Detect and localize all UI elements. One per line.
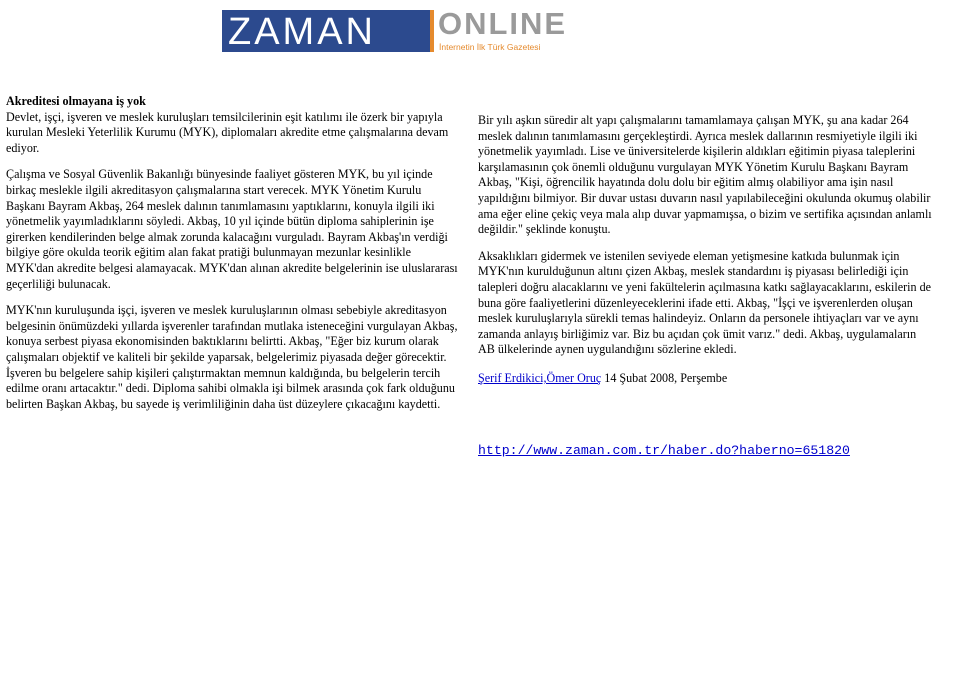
article-paragraph: Bir yılı aşkın süredir alt yapı çalışmalarını tamamlamaya çalışan MYK, şu ana kadar 264 meslek dalının tanımlamasını gerçekleştirdi. Ayrıca meslek dallarının resmiyetiyle ilgili iki yönetmelik yayımladı. Lise ve üniversitelerde kişilerin aldıkları eğitimin piyasa taleplerini karşılamasının çok önemli olduğunu vurgulayan MYK Yönetim Kurulu Başkanı Bayram Akbaş, "Kişi, öğrencilik hayatında dolu dolu bir eğitim almış olabiliyor ama işin nasıl yapıldığını bilmiyor. Bir duvar ustası duvarın nasıl yapılabileceğini okulunda okumuş olabilir ama eğer eline çekiç veya mala alıp duvar yapmamışsa, o bizim ve sertifika açısından anlamlı değildir." şeklinde konuştu. bbox=[478, 113, 932, 237]
zaman-logo-box bbox=[222, 10, 434, 52]
zaman-logo-text: ZAMAN bbox=[228, 11, 376, 53]
article-paragraph: Çalışma ve Sosyal Güvenlik Bakanlığı bünyesinde faaliyet gösteren MYK, bu yıl içinde birkaç meslekle ilgili akreditasyon çalışmalarına start verecek. MYK Yönetim Kurulu Başkanı Bayram Akbaş, 264 meslek dalının tanımlamasını yaptıklarını, konuyla ilgili iki yönetmelik yayımladıklarını söyledi. Akbaş, 10 yıl içinde bütün diploma sahiplerinin işe girerken kendilerinden belge almak zorunda kalacağını vurguladı. Bayram Akbaş'ın verdiği bilgiye göre okulda teorik eğitim alan fakat pratiği bulunmayan mezunlar kesinlikle MYK'dan akredite belgesi alamayacak. MYK'dan alınan akredite belgelerinin ise uluslararası geçerliliği bulunacak. bbox=[6, 167, 458, 291]
article-right-column bbox=[478, 113, 934, 387]
logo-tagline: İnternetin İlk Türk Gazetesi bbox=[439, 42, 541, 52]
online-logo-text: ONLINE bbox=[438, 6, 568, 41]
article-paragraph: MYK'nın kuruluşunda işçi, işveren ve meslek kuruluşlarının olması sebebiyle akreditasyon belgesinin önümüzdeki yıllarda işverenler tarafından mutlaka isteneceğini vurgulayan Akbaş, konuya serbest piyasa ekonomisinden baktıklarını belirtti. Akbaş, "Eğer biz kurum olarak çalışmaları objektif ve kaliteli bir şekilde yaparsak, belgelerimiz piyasada değer görecektir. İşveren bu belgelere sahip kişileri çalıştırmaktan memnun kaldığında, bu belgelerin tercih edilme oranı artacaktır." dedi. Diploma sahibi olmakla işi bilmek arasında çok fark olduğunu belirten Başkan Akbaş, bu sayede iş verimliliğinin daha üst düzeylere çıkacağını kaydetti. bbox=[6, 303, 458, 411]
article-paragraph: Aksaklıkları gidermek ve istenilen seviyede eleman yetişmesine katkıda bulunmak için MYK'nın kurulduğunun altını çizen Akbaş, meslek standardını iş piyasası belirlediği için talepleri doğru alacaklarını ve yeni fakültelerin açılmasına katkı sağlayacaklarını, eskilerin de buna göre faaliyetlerini düzenleyeceklerini ifade etti. Akbaş, "İşçi ve işverenlerden oluşan meslek kuruluşlarıyla sürekli temas halindeyiz. Onların da personele ihtiyaçları var ve aynı zamanda anlayış birliğimiz var. Biz bu açıdan çok ümit varız." dedi. Akbaş, uygulamaların AB ülkelerinde aynen uygulandığını sözlerine ekledi. bbox=[478, 248, 931, 357]
zaman-online-logo bbox=[222, 6, 572, 54]
article-date: 14 Şubat 2008, Perşembe bbox=[601, 370, 728, 385]
article-left-column bbox=[6, 94, 461, 412]
source-url-link[interactable]: http://www.zaman.com.tr/haber.do?haberno=651820 bbox=[478, 443, 850, 458]
article-paragraph: Devlet, işçi, işveren ve meslek kuruluşları temsilcilerinin eşit katılımı ile özerk bir yapıyla kurulan Mesleki Yeterlilik Kurumu (MYK), diplomaları akredite etme çalışmalarına devam ediyor. bbox=[6, 109, 449, 155]
article-byline bbox=[478, 371, 934, 387]
author-link[interactable]: Şerif Erdikici,Ömer Oruç bbox=[478, 370, 602, 385]
article-headline: Akreditesi olmayana iş yok bbox=[6, 94, 146, 108]
